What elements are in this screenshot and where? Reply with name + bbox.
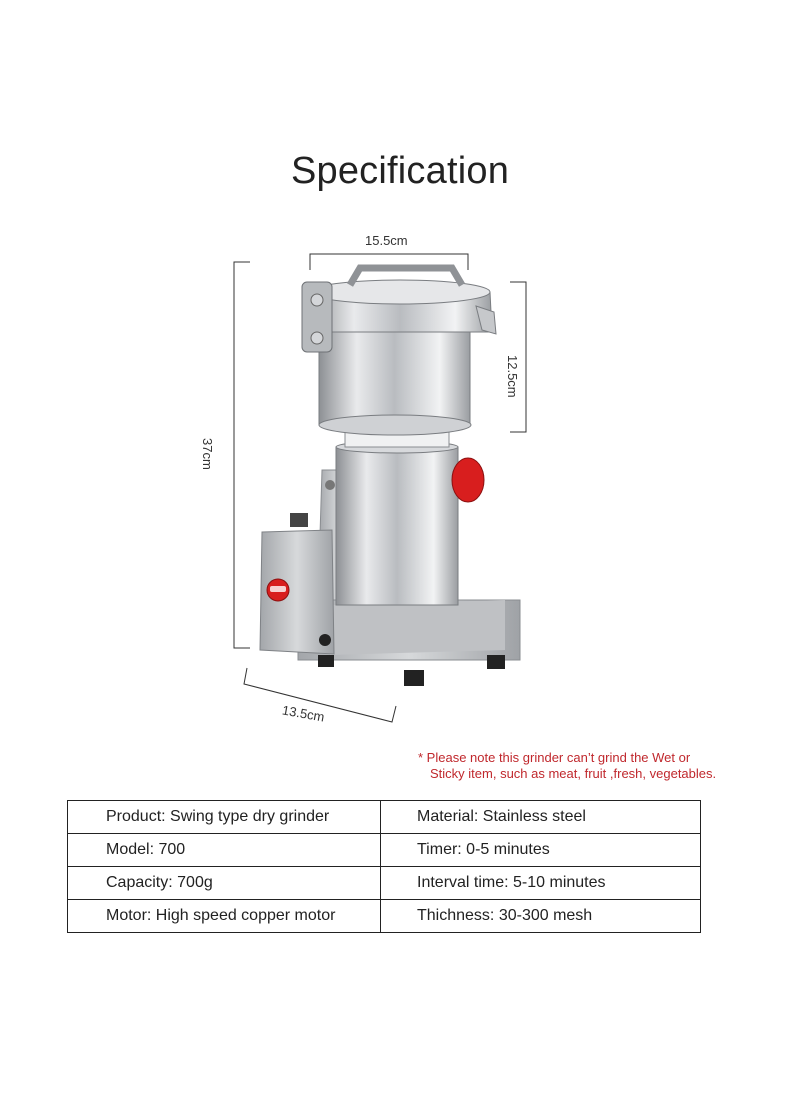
spec-motor: Motor: High speed copper motor — [68, 900, 381, 933]
spec-material: Material: Stainless steel — [381, 801, 701, 834]
warning-note — [418, 750, 716, 782]
warning-note-line-1: * Please note this grinder can’t grind the Wet or — [418, 750, 691, 765]
table-row — [68, 900, 701, 933]
table-row — [68, 834, 701, 867]
spec-product: Product: Swing type dry grinder — [68, 801, 381, 834]
width-dimension-label: 15.5cm — [365, 233, 408, 248]
spec-table — [67, 800, 701, 933]
table-row — [68, 801, 701, 834]
spec-capacity: Capacity: 700g — [68, 867, 381, 900]
warning-note-line-2: Sticky item, such as meat, fruit ,fresh, vegetables. — [430, 766, 717, 781]
depth-dimension-label: 13.5cm — [281, 702, 326, 725]
spec-thickness: Thichness: 30-300 mesh — [381, 900, 701, 933]
total-height-dimension-label: 37cm — [200, 438, 215, 470]
table-row — [68, 867, 701, 900]
spec-interval-time: Interval time: 5-10 minutes — [381, 867, 701, 900]
spec-timer: Timer: 0-5 minutes — [381, 834, 701, 867]
cup-height-dimension-label: 12.5cm — [505, 355, 520, 398]
page-title: Specification — [290, 150, 510, 192]
spec-model: Model: 700 — [68, 834, 381, 867]
